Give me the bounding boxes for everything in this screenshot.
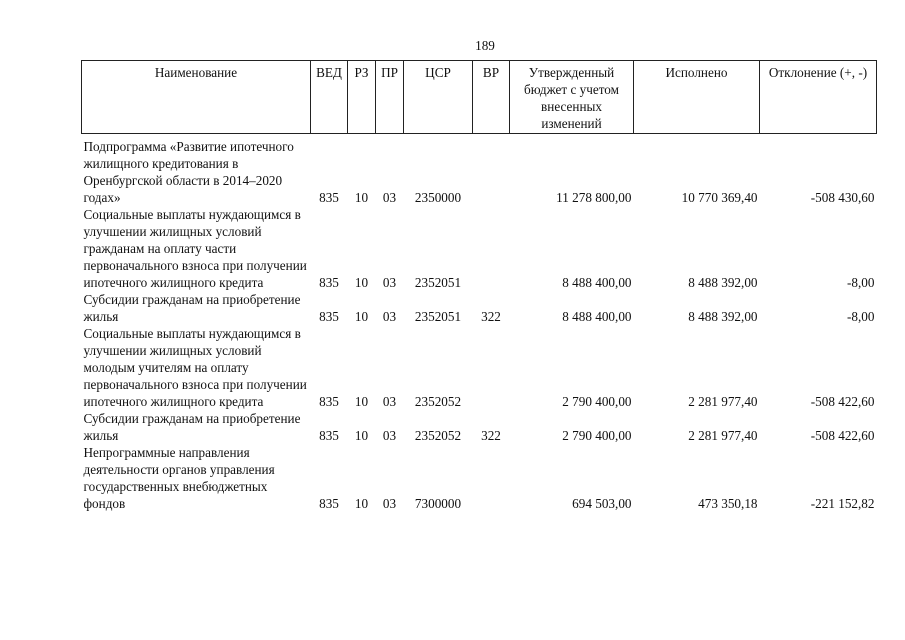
row-approved: 694 503,00: [572, 496, 632, 511]
row-vr: [473, 134, 510, 207]
table-row: [82, 291, 877, 325]
row-name: Социальные выплаты нуждающимся в улучшении жилищных условий молодым учителям на оплату первоначального взноса при получении ипотечного жилищного кредита: [83, 326, 307, 409]
row-rz: 10: [354, 428, 369, 443]
col-header-vr: ВР: [473, 61, 510, 134]
row-pr: 03: [382, 496, 397, 511]
row-vr: 322: [481, 309, 501, 324]
table-row: [82, 325, 877, 410]
row-vr: [473, 325, 510, 410]
row-deviation: -508 422,60: [810, 394, 875, 409]
col-header-deviation: Отклонение (+, -): [760, 61, 877, 134]
row-approved: 2 790 400,00: [562, 394, 632, 409]
row-rz: 10: [354, 275, 369, 290]
row-name: Непрограммные направления деятельности органов управления государственных внебюджетных фондов: [83, 445, 275, 511]
row-csr: 2350000: [414, 190, 462, 205]
row-vr: [473, 444, 510, 512]
row-rz: 10: [354, 190, 369, 205]
col-header-pr: ПР: [376, 61, 404, 134]
row-executed: 2 281 977,40: [688, 394, 758, 409]
row-rz: 10: [354, 394, 369, 409]
table-row: [82, 134, 877, 207]
row-csr: 2352051: [414, 309, 462, 324]
row-deviation: -508 422,60: [810, 428, 875, 443]
row-csr: 7300000: [414, 496, 462, 511]
row-executed: 2 281 977,40: [688, 428, 758, 443]
row-name: Подпрограмма «Развитие ипотечного жилищного кредитования в Оренбургской области в 2014–2020 годах»: [83, 139, 294, 205]
row-pr: 03: [382, 190, 397, 205]
row-ved: 835: [319, 275, 339, 290]
page-number: 189: [475, 38, 495, 53]
row-pr: 03: [382, 275, 397, 290]
table-row: [82, 444, 877, 512]
row-pr: 03: [382, 309, 397, 324]
col-header-csr: ЦСР: [404, 61, 473, 134]
row-deviation: -221 152,82: [810, 496, 875, 511]
row-ved: 835: [319, 496, 339, 511]
row-executed: 473 350,18: [698, 496, 758, 511]
row-csr: 2352051: [414, 275, 462, 290]
row-ved: 835: [319, 309, 339, 324]
row-approved: 8 488 400,00: [562, 309, 632, 324]
row-approved: 11 278 800,00: [556, 190, 632, 205]
col-header-ved: ВЕД: [311, 61, 348, 134]
col-header-approved: Утвержденный бюджет с учетом внесенных изменений: [510, 61, 634, 134]
row-vr: [473, 206, 510, 291]
row-executed: 8 488 392,00: [688, 275, 758, 290]
row-name: Социальные выплаты нуждающимся в улучшении жилищных условий гражданам на оплату части первоначального взноса при получении ипотечного жилищного кредита: [83, 207, 307, 290]
row-name: Субсидии гражданам на приобретение жилья: [83, 292, 301, 324]
row-vr: 322: [481, 428, 501, 443]
table-row: [82, 206, 877, 291]
row-name: Субсидии гражданам на приобретение жилья: [83, 411, 301, 443]
row-csr: 2352052: [414, 428, 462, 443]
row-deviation: -8,00: [847, 309, 875, 324]
col-header-rz: РЗ: [348, 61, 376, 134]
row-deviation: -508 430,60: [810, 190, 875, 205]
row-rz: 10: [354, 309, 369, 324]
row-ved: 835: [319, 428, 339, 443]
col-header-executed: Исполнено: [634, 61, 760, 134]
col-header-name: Наименование: [82, 61, 311, 134]
row-ved: 835: [319, 394, 339, 409]
budget-table: [81, 60, 877, 512]
table-row: [82, 410, 877, 444]
row-approved: 8 488 400,00: [562, 275, 632, 290]
row-executed: 8 488 392,00: [688, 309, 758, 324]
table-header-row: [82, 61, 877, 134]
row-pr: 03: [382, 428, 397, 443]
row-executed: 10 770 369,40: [681, 190, 758, 205]
row-approved: 2 790 400,00: [562, 428, 632, 443]
row-deviation: -8,00: [847, 275, 875, 290]
row-csr: 2352052: [414, 394, 462, 409]
row-pr: 03: [382, 394, 397, 409]
row-rz: 10: [354, 496, 369, 511]
row-ved: 835: [319, 190, 339, 205]
